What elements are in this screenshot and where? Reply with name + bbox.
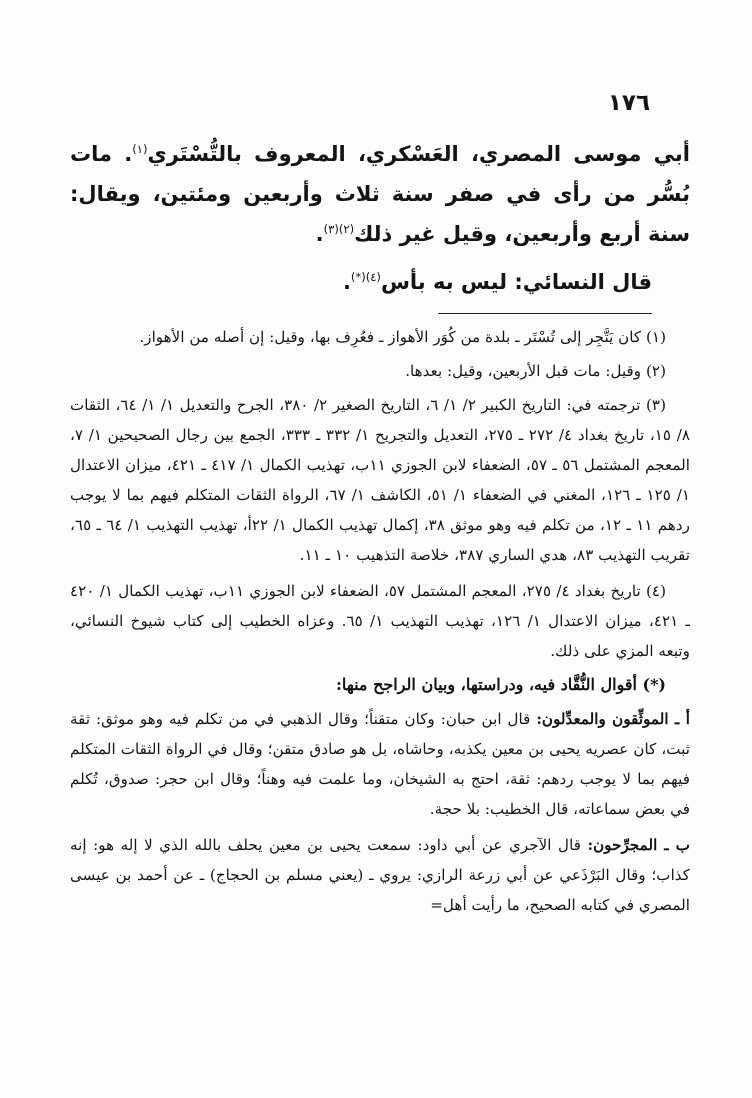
section-b-label: ب ـ المجرِّحون: [587,836,690,854]
critics-header: (*) أقوال النُّقَّاد فيه، ودراستها، وبيان الراجح منها: [335,675,666,694]
footnote-4: (٤) تاريخ بغداد ٤/ ٢٧٥، المعجم المشتمل ٥٧، الضعفاء لابن الجوزي ١١ب، تهذيب الكمال ١/ ٤٢٠ ـ ٤٢١، ميزان الاعتدال ١/ ١٢٦، تهذيب التهذيب ١/ ٦٥. وعزاه الخطيب إلى كتاب شيوخ النسائي، وتبعه المزي على ذلك. [70,582,690,660]
footnote-ref-2-3[interactable]: (٢)(٣) [323,222,355,236]
nasai-end: . [342,270,351,294]
footnote-3: (٣) ترجمته في: التاريخ الكبير ٢/ ١/ ٦، التاريخ الصغير ٢/ ٣٨٠، الجرح والتعديل ١/ ١/ ٦٤، الثقات ٨/ ١٥، تاريخ بغداد ٤/ ٢٧٢ ـ ٢٧٥، التعديل والتجريح ١/ ٣٣٢ ـ ٣٣٣، الجمع بين رجال الصحيحين ١/ ٧، المعجم المشتمل ٥٦ ـ ٥٧، الضعفاء لابن الجوزي ١١ب، تهذيب الكمال ١/ ٤١٧ ـ ٤٢١، ميزان الاعتدال ١/ ١٢٥ ـ ١٢٦، المغني في الضعفاء ١/ ٥١، الكاشف ١/ ٦٧، الرواة الثقات المتكلم فيهم بما لا يوجب ردهم ١١ ـ ١٢، من تكلم فيه وهو موثق ٣٨، إكمال تهذيب الكمال ١/ ٢٢أ، تهذيب التهذيب ١/ ٦٤ ـ ٦٥، تقريب التهذيب ٨٣، هدي الساري ٣٨٧، خلاصة التذهيب ١٠ ـ ١١. [70,396,691,564]
section-a-label: أ ـ الموثِّقون والمعدِّلون: [536,710,690,728]
section-b-text: قال الآجري عن أبي داود: سمعت يحيى بن معين يحلف بالله الذي لا إله هو: إنه كذاب؛ وقال البَرْذَعي عن أبي زرعة الرازي: يروي ـ (يعني مسلم بن الحجاج) ـ عن أحمد بن عيسى المصري في كتابه الصحيح، ما رأيت أهل= [70,836,690,914]
footnote-separator [438,313,652,314]
main-text [70,134,690,302]
page-number: ١٧٦ [607,90,650,116]
footnote-1: (١) كان يَتَّجِر إلى تُسْتَر ـ بلدة من كُوَر الأهواز ـ فعُرِف بها، وقيل: إن أصله من الأهواز. [139,328,666,346]
biography-text: أبي موسى المصري، العَسْكري، المعروف بالتُّسْتَري [147,142,691,166]
biography-end: . [315,222,324,246]
footnote-2: (٢) وقيل: مات قبل الأربعين، وقيل: بعدها. [405,362,666,380]
nasai-quote [70,262,690,302]
section-a [70,704,690,824]
footnote-ref-4-star[interactable]: (٤)(*) [350,270,381,284]
footnote-ref-1[interactable]: (١) [132,142,148,156]
nasai-text: قال النسائي: ليس به بأس [380,270,652,294]
footnotes [70,322,690,924]
section-a-text: قال ابن حبان: وكان متقناً؛ وقال الذهبي في من تكلم فيه وهو موثق: ثقة ثبت، كان عصريه يحيى بن معين يكذبه، وحاشاه، بل هو صادق متقن؛ وقال في الرواة الثقات المتكلم فيهم بما لا يوجب ردهم: ثقة، احتج به الشيخان، وما علمت فيه وهناً؛ وقال ابن حجر: صدوق، تُكلم في بعض سماعاته، قال الخطيب: بلا حجة. [70,710,690,818]
section-b [70,830,690,920]
biography-text-cont: . مات بُسُّر من رأى في صفر سنة ثلاث وأربعين ومئتين، ويقال: سنة أربع وأربعين، وقيل غير ذلك [70,142,690,246]
biography-paragraph [70,134,690,254]
